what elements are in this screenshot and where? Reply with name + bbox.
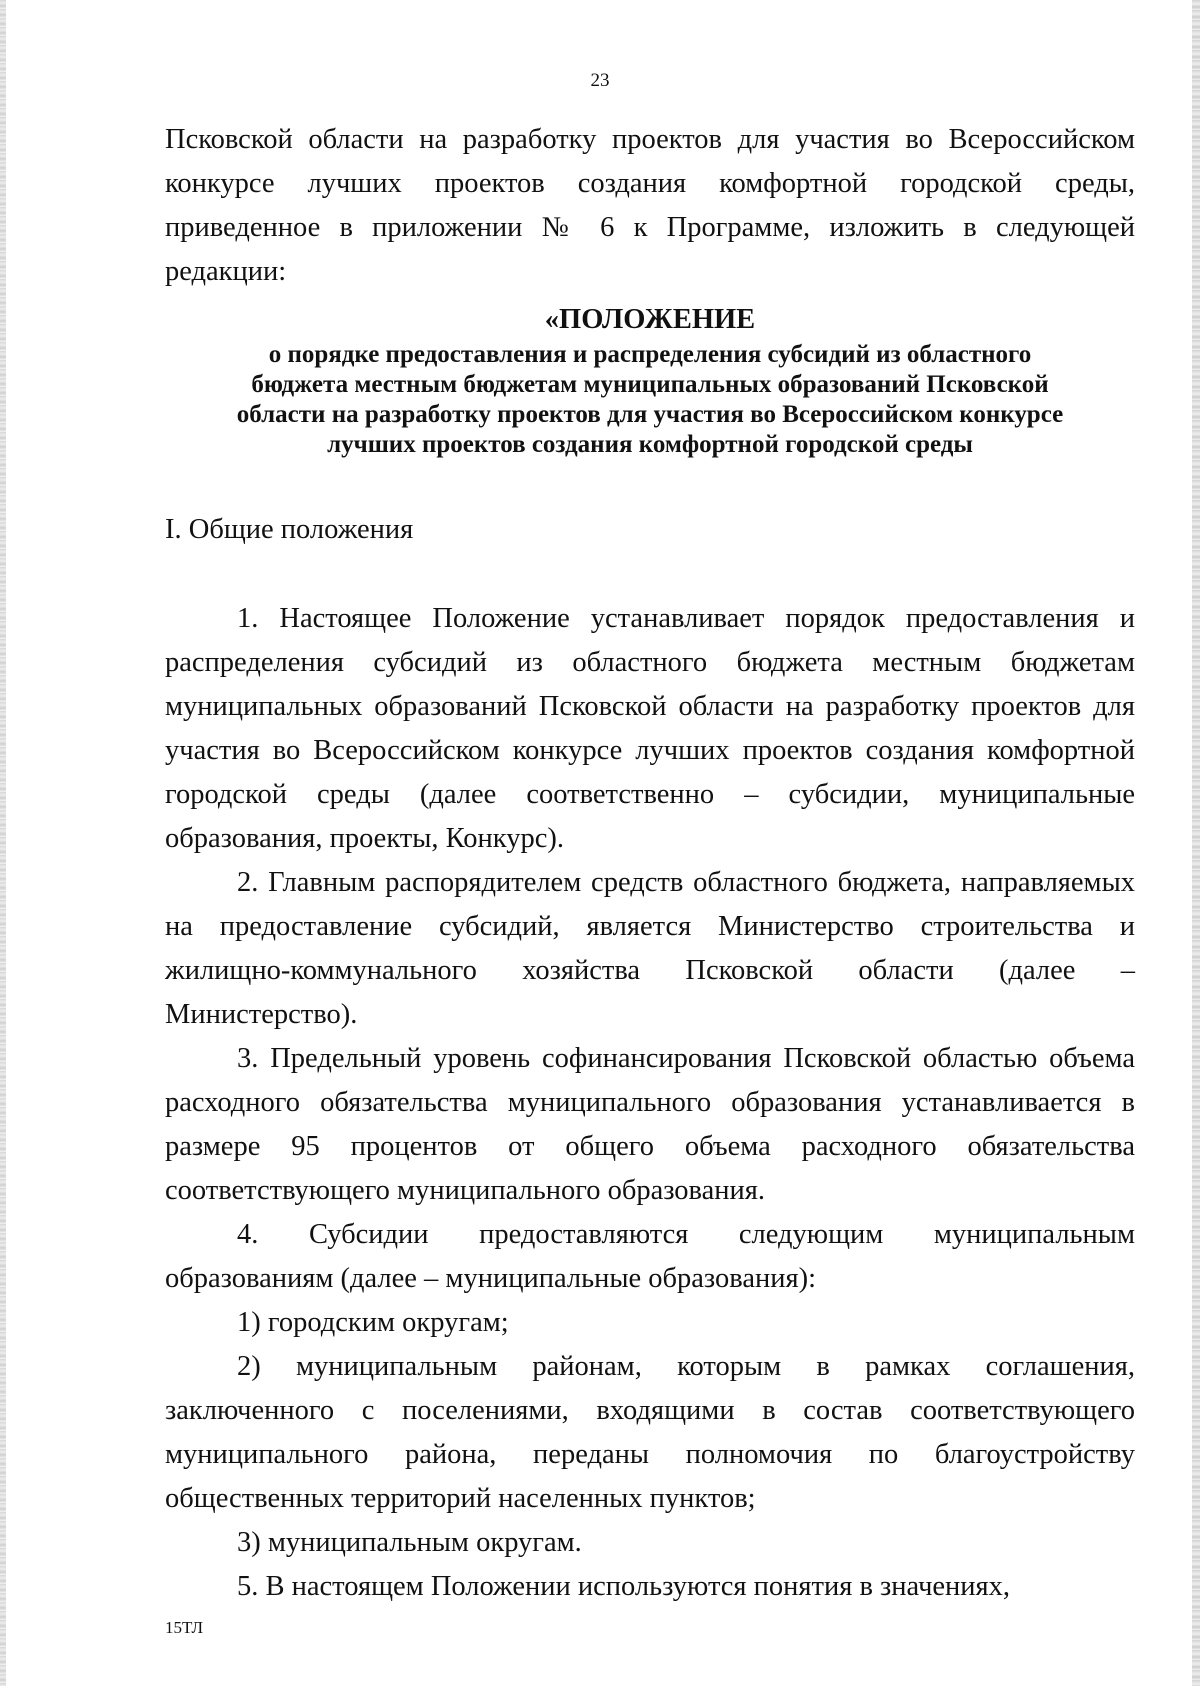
section-heading: I. Общие положения (165, 514, 414, 545)
title-sub-line: области на разработку проектов для участия во Всероссийском конкурсе (236, 401, 1064, 428)
list-item-2: 2) муниципальным районам, которым в рамках соглашения, заключенного с поселениями, входящими в состав соответствующего муниципального района, переданы полномочия по благоустройству общественных территорий населенных пунктов; (165, 1351, 1135, 1514)
paragraph-5: 5. В настоящем Положении используются понятия в значениях, (237, 1571, 1011, 1602)
title-sub-line: бюджета местным бюджетам муниципальных образований Псковской (251, 371, 1049, 398)
list-item-3: 3) муниципальным округам. (237, 1527, 582, 1558)
paragraph-2: 2. Главным распорядителем средств областного бюджета, направляемых на предоставление субсидий, является Министерство строительства и жилищно-коммунального хозяйства Псковской области (далее – Министерство). (165, 867, 1135, 1030)
document-body (165, 118, 1135, 1609)
scan-edge-left (0, 0, 6, 1686)
intro-paragraph: Псковской области на разработку проектов для участия во Всероссийском конкурсе лучших проектов создания комфортной городской среды, приведенное в приложении № 6 к Программе, изложить в следующей редакции: (165, 124, 1135, 287)
title-main: «ПОЛОЖЕНИЕ (544, 304, 756, 335)
paragraph-3: 3. Предельный уровень софинансирования Псковской областью объема расходного обязательства муниципального образования устанавливается в размере 95 процентов от общего объема расходного обязательства соответствующего муниципального образования. (165, 1043, 1135, 1206)
document-title (165, 300, 1135, 460)
paragraph-1: 1. Настоящее Положение устанавливает порядок предоставления и распределения субсидий из областного бюджета местным бюджетам муниципальных образований Псковской области на разработку проектов для участия во Всероссийском конкурсе лучших проектов создания комфортной городской среды (далее соответственно – субсидии, муниципальные образования, проекты, Конкурс). (165, 603, 1135, 854)
page-number: 23 (590, 70, 610, 91)
scan-edge-right (1192, 0, 1200, 1686)
list-item-1: 1) городским округам; (237, 1307, 509, 1338)
footer-code: 15ТЛ (165, 1618, 204, 1637)
title-sub-line: лучших проектов создания комфортной городской среды (327, 431, 973, 458)
title-sub-line: о порядке предоставления и распределения субсидий из областного (268, 341, 1032, 368)
paragraph-4: 4. Субсидии предоставляются следующим муниципальным образованиям (далее – муниципальные образования): (165, 1219, 1135, 1294)
